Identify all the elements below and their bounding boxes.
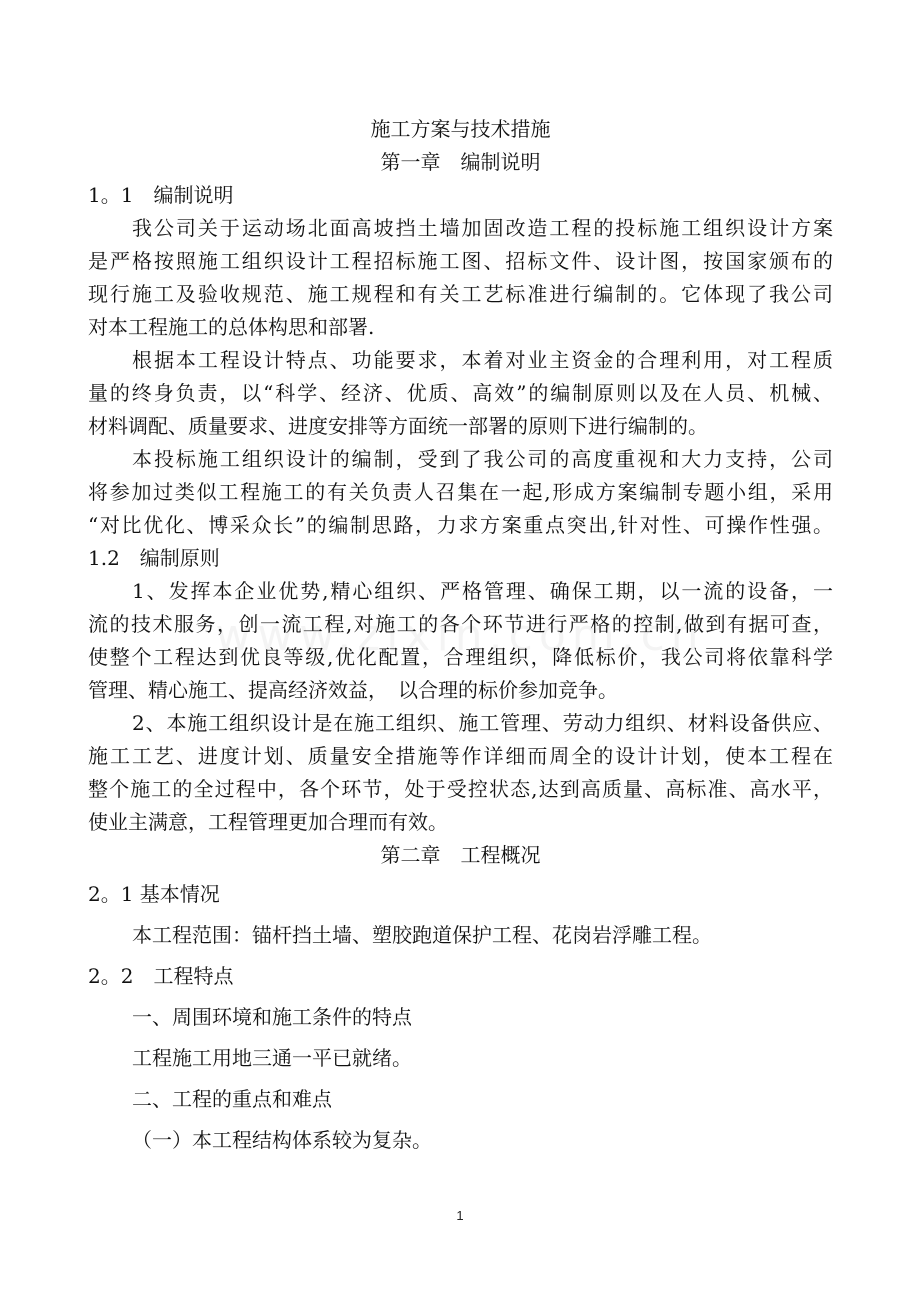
paragraph-line: 现行施工及验收规范、施工规程和有关工艺标准进行编制的。它体现了我公司 <box>88 282 833 306</box>
item-1-text: 工程施工用地三通一平已就绪。 <box>132 1046 412 1070</box>
section-1-2-paragraph-1 <box>88 575 833 707</box>
paragraph-line: 1、发挥本企业优势,精心组织、严格管理、确保工期，以一流的设备，一 <box>132 579 833 603</box>
document-content <box>88 113 833 1157</box>
paragraph-line: 施工工艺、进度计划、质量安全措施等作详细而周全的设计计划，使本工程在 <box>88 744 833 768</box>
section-2-1-text: 本工程范围：锚杆挡土墙、塑胶跑道保护工程、花岗岩浮雕工程。 <box>132 923 712 947</box>
item-2-heading: 二、工程的重点和难点 <box>132 1087 332 1111</box>
section-1-2-paragraph-2 <box>88 707 833 839</box>
item-2-sub-1: （一）本工程结构体系较为复杂。 <box>132 1128 432 1152</box>
paragraph-line: 流的技术服务，创一流工程,对施工的各个环节进行严格的控制,做到有据可查， <box>88 612 833 636</box>
section-2-1-heading: 2。1 基本情况 <box>88 882 220 906</box>
paragraph-line: 对本工程施工的总体构思和部署. <box>88 315 375 339</box>
paragraph-line: 本投标施工组织设计的编制，受到了我公司的高度重视和大力支持，公司 <box>132 447 833 471</box>
item-1-heading: 一、周围环境和施工条件的特点 <box>132 1005 412 1029</box>
paragraph-line: 材料调配、质量要求、进度安排等方面统一部署的原则下进行编制的。 <box>88 414 708 438</box>
section-1-1-paragraph-2 <box>88 344 833 443</box>
paragraph-line: 根据本工程设计特点、功能要求，本着对业主资金的合理利用，对工程质 <box>132 348 833 372</box>
section-1-2-heading: 1.2 编制原则 <box>88 546 220 570</box>
paragraph-line: 是严格按照施工组织设计工程招标施工图、招标文件、设计图，按国家颁布的 <box>88 249 833 273</box>
chapter-1-heading: 第一章 编制说明 <box>380 150 541 174</box>
document-title: 施工方案与技术措施 <box>370 117 551 141</box>
paragraph-line: 整个施工的全过程中，各个环节，处于受控状态,达到高质量、高标准、高水平， <box>88 777 833 801</box>
chapter-2-heading: 第二章 工程概况 <box>380 843 541 867</box>
paragraph-line: 将参加过类似工程施工的有关负责人召集在一起,形成方案编制专题小组，采用 <box>88 480 833 504</box>
paragraph-line: 我公司关于运动场北面高坡挡土墙加固改造工程的投标施工组织设计方案 <box>132 216 833 240</box>
section-2-2-heading: 2。2 工程特点 <box>88 964 234 988</box>
section-1-1-paragraph-1 <box>88 212 833 344</box>
paragraph-line: 使业主满意，工程管理更加合理而有效。 <box>88 810 448 834</box>
page-number: 1 <box>456 1208 464 1223</box>
paragraph-line: 量的终身负责，以“科学、经济、优质、高效”的编制原则以及在人员、机械、 <box>88 381 833 405</box>
paragraph-line: 使整个工程达到优良等级,优化配置，合理组织，降低标价，我公司将依靠科学 <box>88 645 833 669</box>
section-1-1-paragraph-3 <box>88 443 833 542</box>
paragraph-line: 管理、精心施工、提高经济效益， 以合理的标价参加竞争。 <box>88 678 618 702</box>
section-1-1-heading: 1。1 编制说明 <box>88 183 234 207</box>
paragraph-line: 2、本施工组织设计是在施工组织、施工管理、劳动力组织、材料设备供应、 <box>132 711 833 735</box>
paragraph-line: “对比优化、博采众长”的编制思路，力求方案重点突出,针对性、可操作性强。 <box>88 513 833 537</box>
